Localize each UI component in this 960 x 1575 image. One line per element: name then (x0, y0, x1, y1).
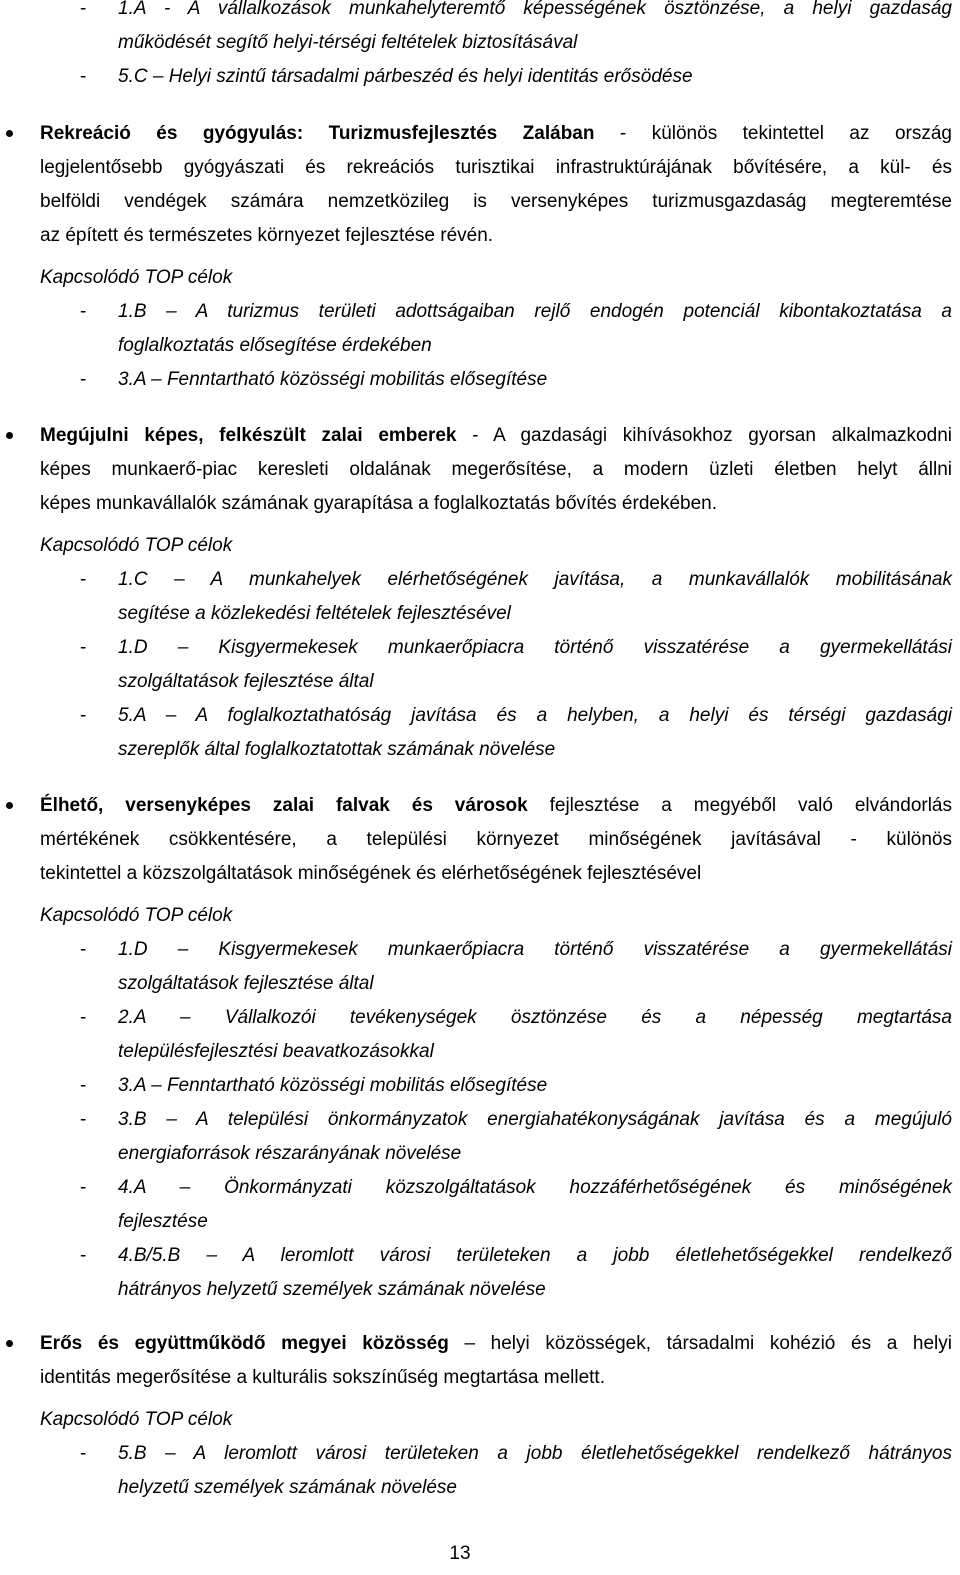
related-goals-label: Kapcsolódó TOP célok (40, 905, 233, 926)
list-dash: - (80, 0, 87, 19)
list-dash: - (80, 1109, 87, 1130)
list-item-line: 5.A – A foglalkoztathatóság javítása és a helyben, a helyi és térségi gazdasági (118, 705, 952, 726)
list-item-line: fejlesztése (118, 1211, 208, 1232)
page-number: 13 (449, 1543, 471, 1564)
list-dash: - (80, 66, 87, 87)
list-item-line: 3.A – Fenntartható közösségi mobilitás elősegítése (118, 369, 548, 390)
section-text: - A gazdasági kihívásokhoz gyorsan alkalmazkodni (456, 425, 952, 446)
list-item-line: szolgáltatások fejlesztése által (118, 671, 374, 692)
list-item-line: 1.A - A vállalkozások munkahelyteremtő képességének ösztönzése, a helyi gazdaság (118, 0, 952, 19)
section-text-line: mértékének csökkentésére, a települési környezet minőségének javításával - különös (40, 829, 952, 850)
list-dash: - (80, 1245, 87, 1266)
list-dash: - (80, 637, 87, 658)
bullet-icon (6, 130, 13, 137)
list-item-line: szereplők által foglalkoztatottak számának növelése (118, 739, 556, 760)
list-item-line: segítése a közlekedési feltételek fejlesztésével (118, 603, 511, 624)
list-item-line: 5.C – Helyi szintű társadalmi párbeszéd és helyi identitás erősödése (118, 66, 693, 87)
bullet-icon (6, 802, 13, 809)
list-item-line: foglalkoztatás elősegítése érdekében (118, 335, 432, 356)
section-text-line: legjelentősebb gyógyászati és rekreációs turisztikai infrastruktúrájának bővítésére, a kül- és (40, 157, 952, 178)
list-item-line: 4.B/5.B – A leromlott városi területeken a jobb életlehetőségekkel rendelkező (118, 1245, 952, 1266)
section-first-line (40, 1327, 952, 1361)
list-item-line: energiaforrások részarányának növelése (118, 1143, 462, 1164)
section-title: Megújulni képes, felkészült zalai emberek (40, 425, 457, 446)
section-text-line: identitás megerősítése a kulturális sokszínűség megtartása mellett. (40, 1367, 605, 1388)
list-item-line: helyzetű személyek számának növelése (118, 1477, 458, 1498)
list-dash: - (80, 939, 87, 960)
section-text: - különös tekintettel az ország (594, 123, 952, 144)
list-item-line: 1.B – A turizmus területi adottságaiban rejlő endogén potenciál kibontakoztatása a (118, 301, 952, 322)
list-item-line: 1.D – Kisgyermekesek munkaerőpiacra történő visszatérése a gyermekellátási (118, 939, 952, 960)
list-item-line: 2.A – Vállalkozói tevékenységek ösztönzése és a népesség megtartása (118, 1007, 952, 1028)
list-item-line: 1.C – A munkahelyek elérhetőségének javítása, a munkavállalók mobilitásának (118, 569, 952, 590)
bullet-icon (6, 432, 13, 439)
bullet-icon (6, 1340, 13, 1347)
section-text-line: képes munkavállalók számának gyarapítása a foglalkoztatás bővítés érdekében. (40, 493, 718, 514)
list-item-line: 1.D – Kisgyermekesek munkaerőpiacra történő visszatérése a gyermekellátási (118, 637, 952, 658)
section-first-line (40, 419, 952, 453)
section-title: Rekreáció és gyógyulás: Turizmusfejlesztés Zalában (40, 123, 595, 144)
list-item-line: működését segítő helyi-térségi feltételek biztosításával (118, 32, 578, 53)
list-item-line: hátrányos helyzetű személyek számának növelése (118, 1279, 546, 1300)
list-item-line: 4.A – Önkormányzati közszolgáltatások hozzáférhetőségének és minőségének (118, 1177, 952, 1198)
section-text: fejlesztése a megyéből való elvándorlás (527, 795, 952, 816)
list-dash: - (80, 1443, 87, 1464)
section-title: Erős és együttműködő megyei közösség (40, 1333, 449, 1354)
list-dash: - (80, 301, 87, 322)
list-item-line: 5.B – A leromlott városi területeken a jobb életlehetőségekkel rendelkező hátrányos (118, 1443, 952, 1464)
section-text-line: képes munkaerő-piac keresleti oldalának megerősítése, a modern üzleti életben helyt állni (40, 459, 952, 480)
list-dash: - (80, 1075, 87, 1096)
section-first-line (40, 117, 952, 151)
section-text-line: belföldi vendégek számára nemzetközileg is versenyképes turizmusgazdaság megteremtése (40, 191, 952, 212)
list-item-line: 3.A – Fenntartható közösségi mobilitás elősegítése (118, 1075, 548, 1096)
section-text-line: tekintettel a közszolgáltatások minőségének és elérhetőségének fejlesztésével (40, 863, 702, 884)
list-item-line: településfejlesztési beavatkozásokkal (118, 1041, 434, 1062)
section-title: Élhető, versenyképes zalai falvak és városok (40, 795, 528, 816)
section-text: – helyi közösségek, társadalmi kohézió és a helyi (448, 1333, 952, 1354)
list-dash: - (80, 1177, 87, 1198)
related-goals-label: Kapcsolódó TOP célok (40, 1409, 233, 1430)
list-item-line: 3.B – A települési önkormányzatok energiahatékonyságának javítása és a megújuló (118, 1109, 952, 1130)
section-text-line: az épített és természetes környezet fejlesztése révén. (40, 225, 494, 246)
list-dash: - (80, 369, 87, 390)
related-goals-label: Kapcsolódó TOP célok (40, 267, 233, 288)
section-first-line (40, 789, 952, 823)
list-item-line: szolgáltatások fejlesztése által (118, 973, 374, 994)
list-dash: - (80, 1007, 87, 1028)
related-goals-label: Kapcsolódó TOP célok (40, 535, 233, 556)
list-dash: - (80, 569, 87, 590)
list-dash: - (80, 705, 87, 726)
